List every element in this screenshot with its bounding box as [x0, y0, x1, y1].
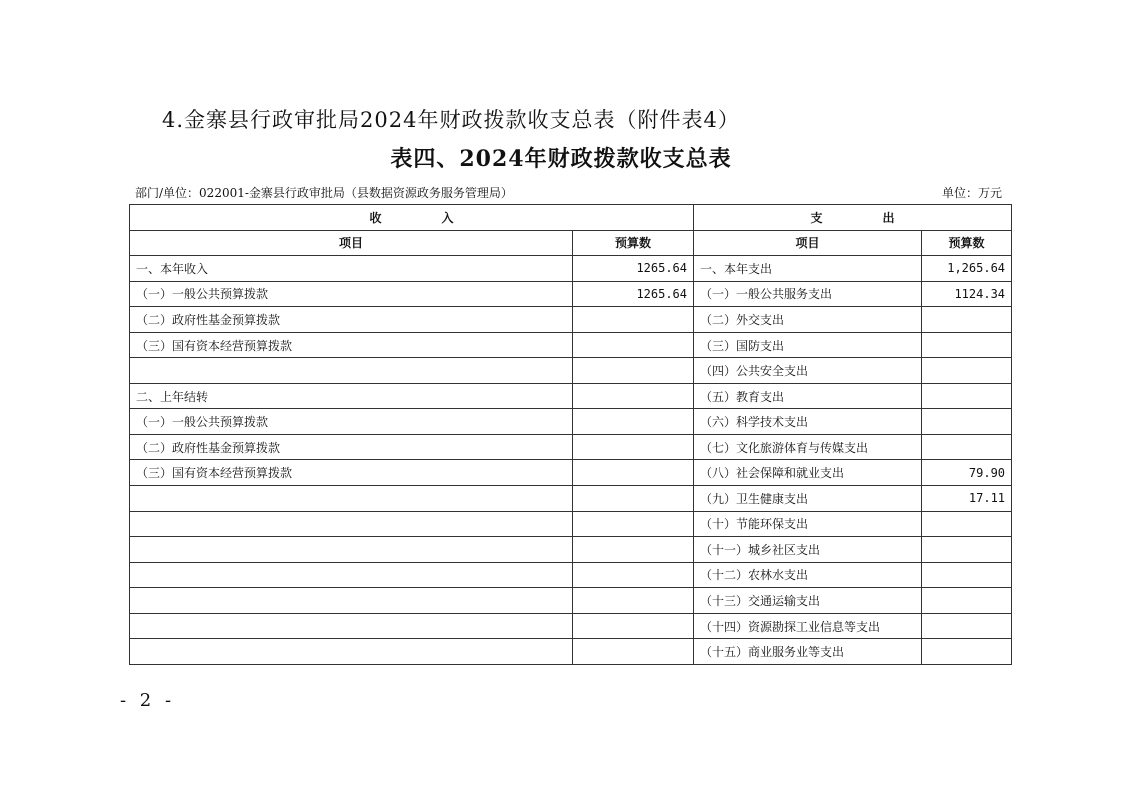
income-value-cell [573, 511, 694, 537]
table-row [130, 460, 1012, 486]
income-item-cell: 二、上年结转 [130, 383, 573, 409]
department-label: 部门/单位：022001-金寨县行政审批局（县数据资源政务服务管理局） [135, 186, 513, 200]
income-item-cell: （二）政府性基金预算拨款 [130, 307, 573, 333]
expense-value-cell [922, 358, 1012, 384]
income-item-cell: 一、本年收入 [130, 256, 573, 282]
expense-value-cell [922, 613, 1012, 639]
income-value-cell [573, 588, 694, 614]
income-item-cell [130, 511, 573, 537]
expense-value-cell: 17.11 [922, 486, 1012, 512]
table-row [130, 358, 1012, 384]
expense-value-cell: 1,265.64 [922, 256, 1012, 282]
table-row [130, 511, 1012, 537]
expense-item-cell: （十五）商业服务业等支出 [694, 639, 922, 665]
income-value-cell [573, 409, 694, 435]
expense-item-cell: （二）外交支出 [694, 307, 922, 333]
table-row [130, 613, 1012, 639]
expense-item-cell: （五）教育支出 [694, 383, 922, 409]
expense-value-cell [922, 562, 1012, 588]
table-row [130, 537, 1012, 563]
income-value-cell: 1265.64 [573, 281, 694, 307]
income-value-cell [573, 562, 694, 588]
income-item-cell: （一）一般公共预算拨款 [130, 281, 573, 307]
page-number: - 2 - [120, 690, 176, 711]
expense-item-cell: （六）科学技术支出 [694, 409, 922, 435]
table-row [130, 639, 1012, 665]
expense-value-cell [922, 537, 1012, 563]
table-row [130, 383, 1012, 409]
table-row [130, 434, 1012, 460]
income-value-cell [573, 434, 694, 460]
column-header-row [130, 230, 1012, 256]
expense-item-cell: （十三）交通运输支出 [694, 588, 922, 614]
expense-value-cell: 1124.34 [922, 281, 1012, 307]
income-value-cell [573, 486, 694, 512]
expense-value-cell [922, 434, 1012, 460]
income-item-cell: （三）国有资本经营预算拨款 [130, 460, 573, 486]
expense-item-cell: （十二）农林水支出 [694, 562, 922, 588]
income-item-cell [130, 639, 573, 665]
group-header-row [130, 205, 1012, 231]
income-value-cell [573, 639, 694, 665]
expense-value-cell [922, 511, 1012, 537]
table-row [130, 409, 1012, 435]
income-value-cell [573, 460, 694, 486]
table-body [130, 256, 1012, 665]
table-title: 表四、2024年财政拨款收支总表 [390, 146, 732, 172]
income-value-cell [573, 613, 694, 639]
table-row [130, 486, 1012, 512]
income-item-cell [130, 486, 573, 512]
income-value-cell [573, 307, 694, 333]
finance-table [129, 204, 1012, 665]
expense-item-header: 项目 [694, 230, 922, 256]
table-row [130, 256, 1012, 282]
expense-value-cell: 79.90 [922, 460, 1012, 486]
income-value-cell [573, 383, 694, 409]
expense-value-cell [922, 383, 1012, 409]
table-row [130, 588, 1012, 614]
income-item-cell [130, 358, 573, 384]
expense-item-cell: （一）一般公共服务支出 [694, 281, 922, 307]
expense-item-cell: （十一）城乡社区支出 [694, 537, 922, 563]
income-value-cell [573, 332, 694, 358]
table-row [130, 332, 1012, 358]
income-item-cell [130, 537, 573, 563]
expense-item-cell: （八）社会保障和就业支出 [694, 460, 922, 486]
income-value-cell [573, 358, 694, 384]
expense-value-cell [922, 588, 1012, 614]
income-value-cell [573, 537, 694, 563]
expense-item-cell: （十）节能环保支出 [694, 511, 922, 537]
income-item-cell: （二）政府性基金预算拨款 [130, 434, 573, 460]
expense-value-cell [922, 639, 1012, 665]
income-item-cell: （一）一般公共预算拨款 [130, 409, 573, 435]
income-value-cell: 1265.64 [573, 256, 694, 282]
expense-budget-header: 预算数 [922, 230, 1012, 256]
expense-item-cell: （四）公共安全支出 [694, 358, 922, 384]
income-item-cell [130, 588, 573, 614]
table-row [130, 281, 1012, 307]
expense-item-cell: （九）卫生健康支出 [694, 486, 922, 512]
income-item-header: 项目 [130, 230, 573, 256]
expense-value-cell [922, 307, 1012, 333]
expense-value-cell [922, 409, 1012, 435]
income-item-cell [130, 562, 573, 588]
income-group-header: 收 入 [130, 205, 694, 231]
unit-label: 单位：万元 [941, 186, 1002, 200]
income-item-cell: （三）国有资本经营预算拨款 [130, 332, 573, 358]
expense-value-cell [922, 332, 1012, 358]
expense-group-header: 支 出 [694, 205, 1012, 231]
expense-item-cell: （七）文化旅游体育与传媒支出 [694, 434, 922, 460]
table-row [130, 307, 1012, 333]
expense-item-cell: （十四）资源勘探工业信息等支出 [694, 613, 922, 639]
expense-item-cell: 一、本年支出 [694, 256, 922, 282]
income-item-cell [130, 613, 573, 639]
section-heading: 4.金寨县行政审批局2024年财政拨款收支总表（附件表4） [162, 108, 740, 132]
table-row [130, 562, 1012, 588]
income-budget-header: 预算数 [573, 230, 694, 256]
expense-item-cell: （三）国防支出 [694, 332, 922, 358]
